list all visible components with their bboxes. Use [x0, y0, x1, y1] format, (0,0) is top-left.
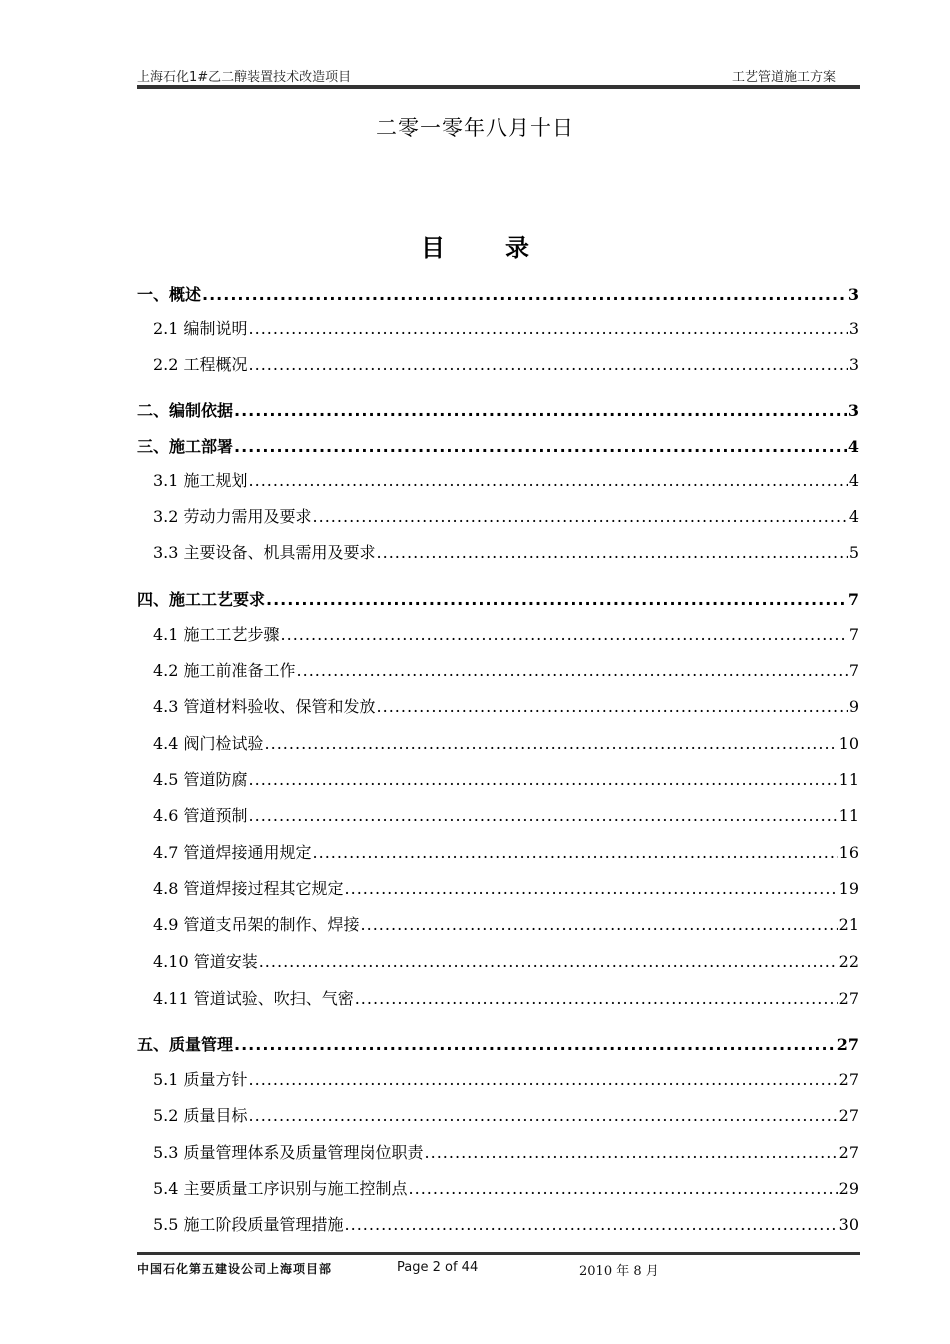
- toc-leader-dots: [265, 734, 838, 753]
- toc-entry-page: 7: [848, 625, 859, 644]
- toc-section-entry[interactable]: [137, 840, 859, 862]
- toc-entry-page: 7: [848, 661, 859, 680]
- toc-entry-label: 4.9 管道支吊架的制作、焊接: [153, 915, 360, 934]
- toc-leader-dots: [313, 843, 838, 862]
- toc-entry-label: 4.8 管道焊接过程其它规定: [153, 879, 344, 898]
- toc-leader-dots: [377, 697, 848, 716]
- toc-entry-label: 一、概述: [137, 285, 202, 304]
- toc-entry-label: 三、施工部署: [137, 437, 234, 456]
- toc-section-entry[interactable]: [137, 876, 859, 898]
- toc-entry-page: 7: [847, 590, 859, 609]
- toc-leader-dots: [259, 952, 838, 971]
- toc-entry-page: 3: [848, 319, 859, 338]
- toc-leader-dots: [355, 989, 838, 1008]
- toc-section-entry[interactable]: [137, 912, 859, 934]
- toc-heading: [0, 228, 950, 263]
- toc-entry-label: 2.1 编制说明: [153, 319, 248, 338]
- toc-entry-label: 4.10 管道安装: [153, 952, 258, 971]
- header-rule: [137, 85, 860, 89]
- toc-leader-dots: [425, 1143, 838, 1162]
- toc-entry-label: 5.4 主要质量工序识别与施工控制点: [153, 1179, 408, 1198]
- toc-entry-label: 3.2 劳动力需用及要求: [153, 507, 312, 526]
- toc-section-entry[interactable]: [137, 1140, 859, 1162]
- toc-entry-label: 二、编制依据: [137, 401, 234, 420]
- toc-section-entry[interactable]: [137, 1176, 859, 1198]
- toc-section-entry[interactable]: [137, 949, 859, 971]
- toc-entry-label: 四、施工工艺要求: [137, 590, 266, 609]
- toc-entry-page: 27: [836, 1035, 859, 1054]
- toc-entry-page: 27: [838, 1070, 859, 1089]
- toc-entry-label: 2.2 工程概况: [153, 355, 248, 374]
- toc-entry-label: 5.2 质量目标: [153, 1106, 248, 1125]
- toc-entry-page: 3: [848, 355, 859, 374]
- toc-section-entry[interactable]: [137, 803, 859, 825]
- footer-page-number: Page 2 of 44: [397, 1260, 479, 1275]
- toc-section-entry[interactable]: [137, 352, 859, 374]
- toc-entry-label: 4.3 管道材料验收、保管和发放: [153, 697, 376, 716]
- footer-organization: 中国石化第五建设公司上海项目部: [137, 1262, 333, 1276]
- toc-entry-page: 29: [838, 1179, 859, 1198]
- toc-entry-label: 5.3 质量管理体系及质量管理岗位职责: [153, 1143, 424, 1162]
- toc-section-entry[interactable]: [137, 694, 859, 716]
- toc-entry-page: 19: [838, 879, 859, 898]
- toc-chapter-entry[interactable]: [137, 587, 859, 609]
- toc-section-entry[interactable]: [137, 316, 859, 338]
- toc-entry-label: 4.5 管道防腐: [153, 770, 248, 789]
- toc-entry-page: 9: [848, 697, 859, 716]
- toc-section-entry[interactable]: [137, 540, 859, 562]
- toc-entry-page: 4: [848, 507, 859, 526]
- toc-entry-page: 16: [838, 843, 859, 862]
- toc-section-entry[interactable]: [137, 767, 859, 789]
- toc-leader-dots: [249, 1070, 838, 1089]
- toc-section-entry[interactable]: [137, 1103, 859, 1125]
- toc-heading-char-1: 目: [421, 234, 445, 262]
- toc-entry-page: 3: [847, 285, 859, 304]
- toc-section-entry[interactable]: [137, 731, 859, 753]
- toc-leader-dots: [281, 625, 848, 644]
- toc-entry-page: 21: [838, 915, 859, 934]
- toc-entry-label: 4.7 管道焊接通用规定: [153, 843, 312, 862]
- toc-leader-dots: [234, 437, 847, 456]
- toc-entry-page: 22: [838, 952, 859, 971]
- toc-leader-dots: [297, 661, 848, 680]
- toc-leader-dots: [234, 1035, 836, 1054]
- toc-chapter-entry[interactable]: [137, 398, 859, 420]
- toc-leader-dots: [202, 285, 847, 304]
- toc-leader-dots: [361, 915, 838, 934]
- toc-entry-page: 30: [838, 1215, 859, 1234]
- toc-section-entry[interactable]: [137, 658, 859, 680]
- toc-entry-page: 4: [848, 471, 859, 490]
- toc-leader-dots: [266, 590, 847, 609]
- toc-leader-dots: [249, 806, 838, 825]
- toc-entry-label: 5.5 施工阶段质量管理措施: [153, 1215, 344, 1234]
- toc-leader-dots: [249, 355, 848, 374]
- toc-heading-char-2: 录: [505, 234, 529, 262]
- document-date: 二零一零年八月十日: [376, 116, 574, 140]
- toc-leader-dots: [313, 507, 848, 526]
- toc-entry-page: 27: [838, 1106, 859, 1125]
- toc-leader-dots: [409, 1179, 838, 1198]
- toc-entry-page: 27: [838, 989, 859, 1008]
- toc-chapter-entry[interactable]: [137, 434, 859, 456]
- toc-entry-page: 11: [838, 770, 859, 789]
- toc-leader-dots: [345, 1215, 838, 1234]
- toc-leader-dots: [249, 471, 848, 490]
- page-header: [137, 66, 860, 86]
- toc-chapter-entry[interactable]: [137, 282, 859, 304]
- toc-leader-dots: [249, 770, 838, 789]
- toc-chapter-entry[interactable]: [137, 1032, 859, 1054]
- header-document-title: 工艺管道施工方案: [731, 70, 836, 85]
- toc-entry-label: 4.11 管道试验、吹扫、气密: [153, 989, 354, 1008]
- footer-rule: [137, 1252, 860, 1255]
- toc-leader-dots: [249, 319, 848, 338]
- toc-entry-page: 10: [838, 734, 859, 753]
- toc-leader-dots: [234, 401, 847, 420]
- toc-entry-page: 5: [848, 543, 859, 562]
- toc-entry-label: 4.1 施工工艺步骤: [153, 625, 280, 644]
- toc-section-entry[interactable]: [137, 1212, 859, 1234]
- toc-entry-page: 27: [838, 1143, 859, 1162]
- toc-leader-dots: [377, 543, 848, 562]
- toc-entry-page: 11: [838, 806, 859, 825]
- toc-entry-label: 4.2 施工前准备工作: [153, 661, 296, 680]
- toc-entry-label: 3.3 主要设备、机具需用及要求: [153, 543, 376, 562]
- toc-entry-page: 4: [847, 437, 859, 456]
- toc-section-entry[interactable]: [137, 468, 859, 490]
- toc-entry-label: 五、质量管理: [137, 1035, 234, 1054]
- toc-entry-label: 4.6 管道预制: [153, 806, 248, 825]
- footer-date: 2010 年 8 月: [579, 1264, 659, 1279]
- toc-section-entry[interactable]: [137, 504, 859, 526]
- toc-entry-page: 3: [847, 401, 859, 420]
- toc-entry-label: 5.1 质量方针: [153, 1070, 248, 1089]
- toc-section-entry[interactable]: [137, 986, 859, 1008]
- toc-leader-dots: [249, 1106, 838, 1125]
- toc-entry-label: 3.1 施工规划: [153, 471, 248, 490]
- header-project-name: 上海石化1#乙二醇装置技术改造项目: [137, 70, 352, 85]
- toc-section-entry[interactable]: [137, 622, 859, 644]
- toc-leader-dots: [345, 879, 838, 898]
- toc-section-entry[interactable]: [137, 1067, 859, 1089]
- toc-entry-label: 4.4 阀门检试验: [153, 734, 264, 753]
